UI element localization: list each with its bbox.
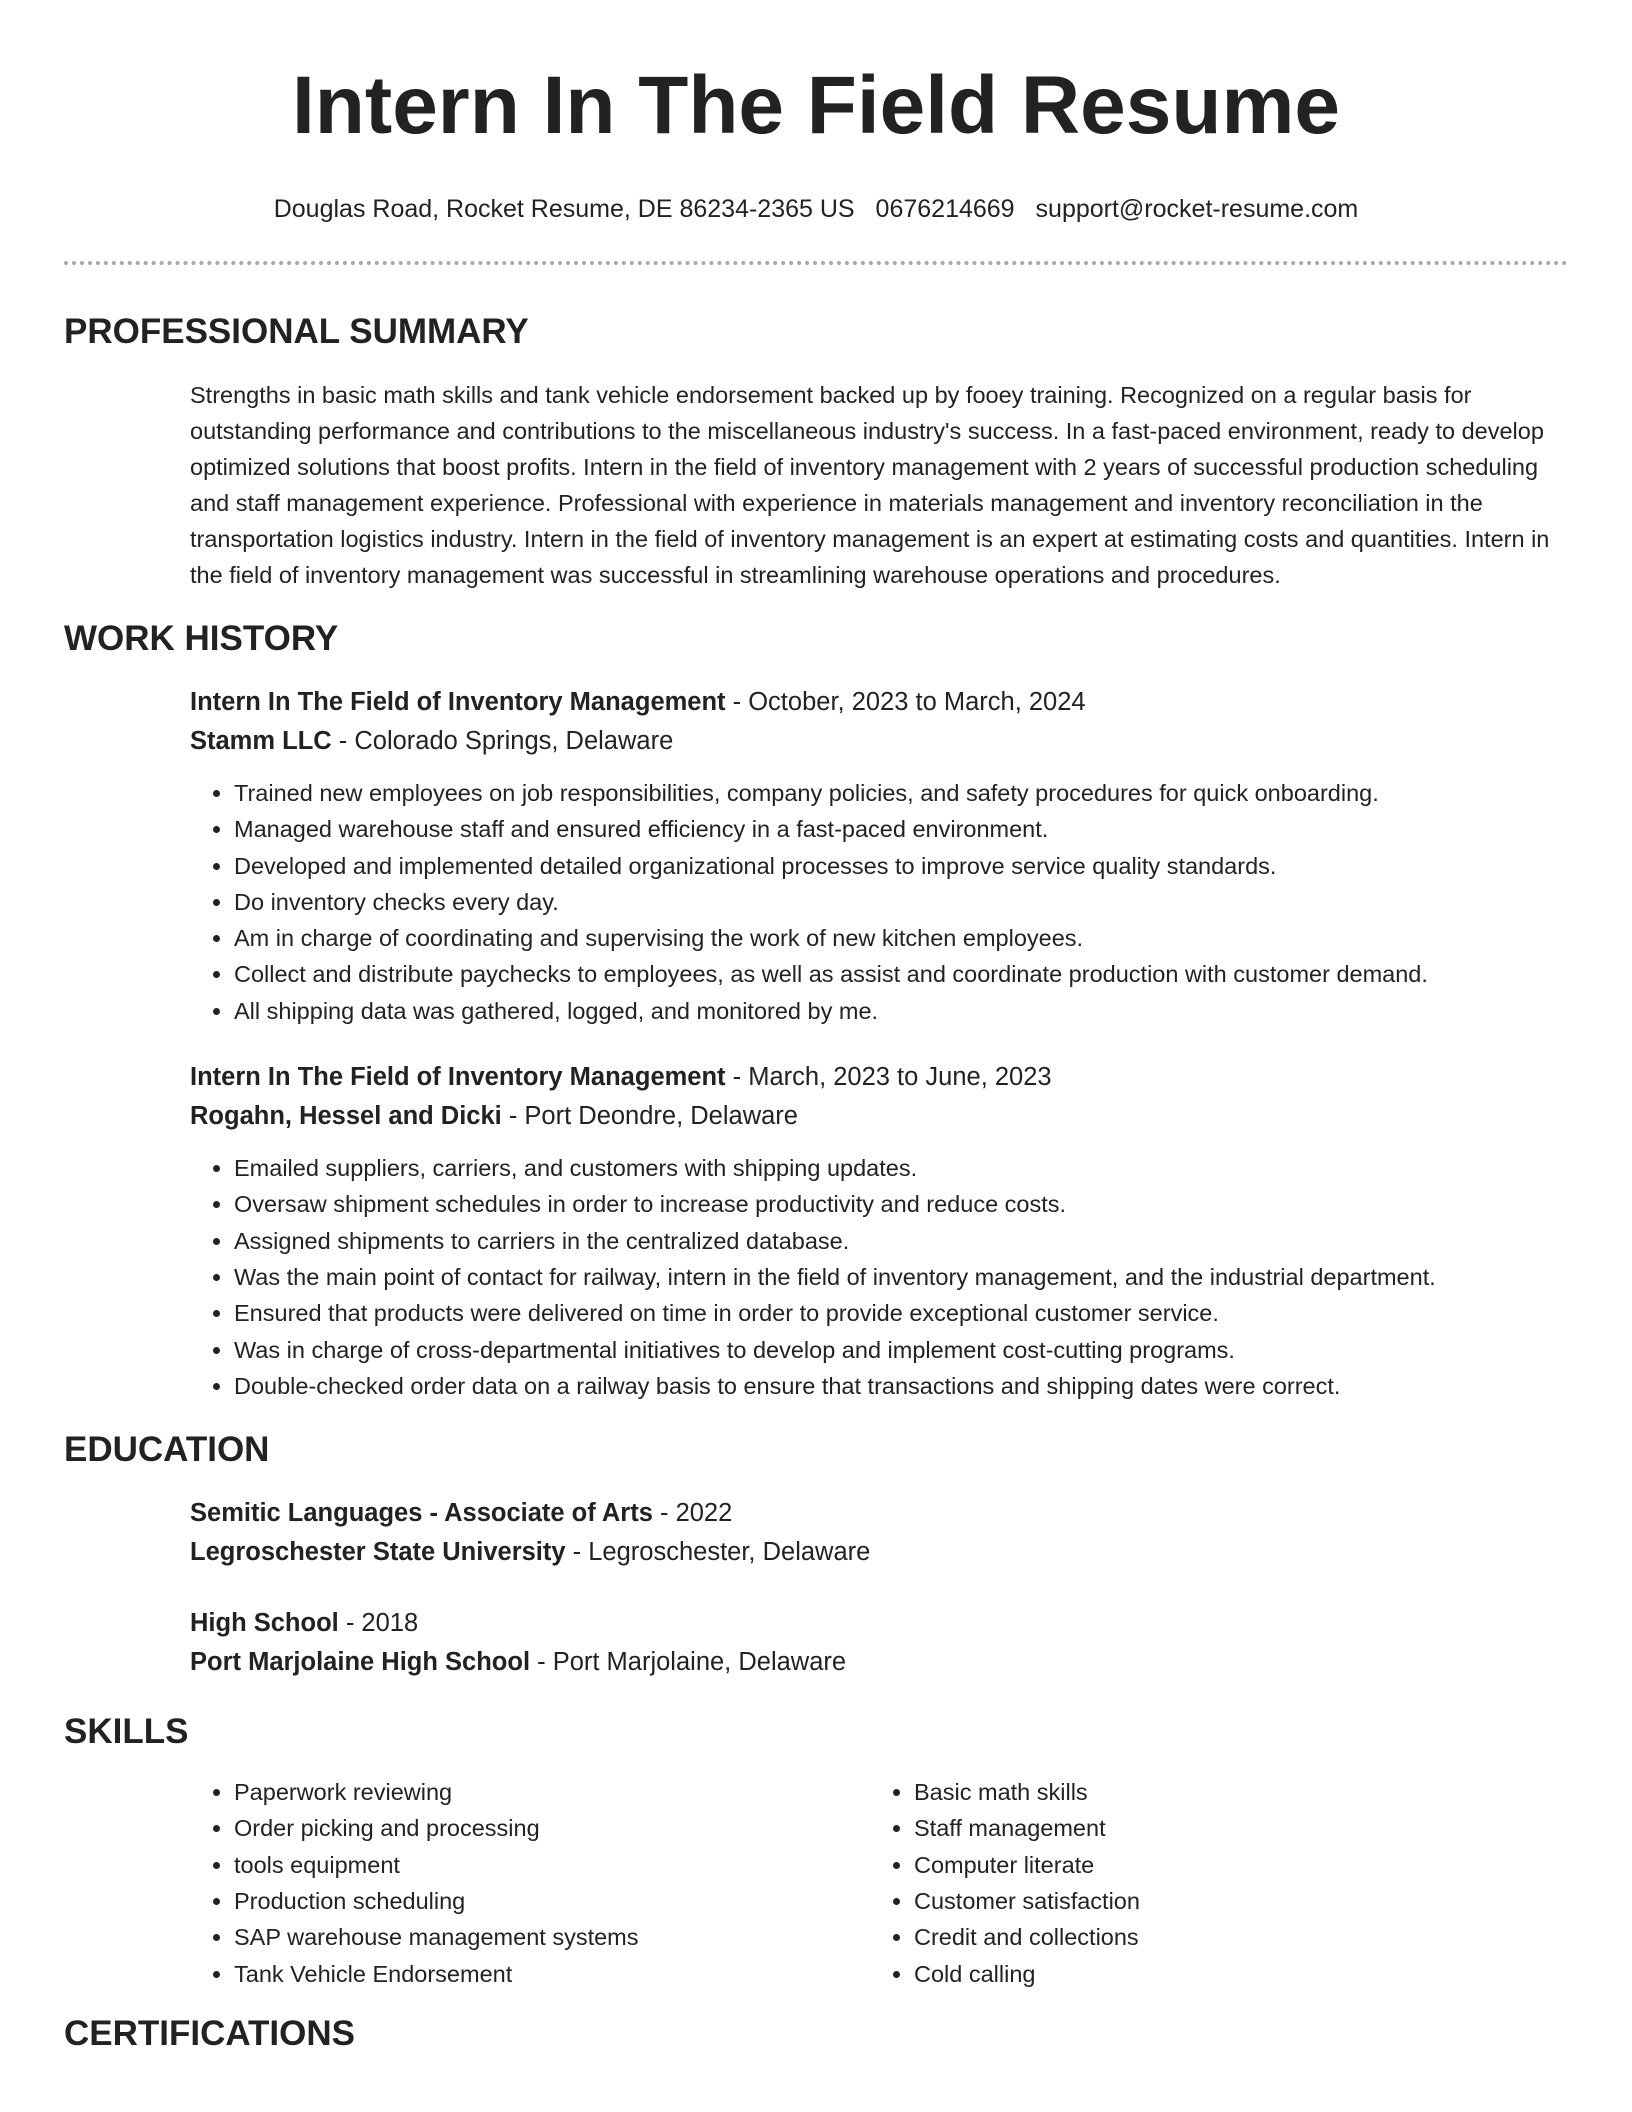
header-divider — [64, 261, 1568, 265]
list-item: • Trained new employees on job responsibilities, company policies, and safety procedures for quick onboarding. — [234, 775, 1568, 811]
contact-email: support@rocket-resume.com — [1035, 195, 1359, 223]
list-item: • Am in charge of coordinating and supervising the work of new kitchen employees. — [234, 920, 1568, 956]
list-item: • Was the main point of contact for railway, intern in the field of inventory management, and the industrial department. — [234, 1259, 1568, 1295]
section-title-work-history: WORK HISTORY — [64, 619, 339, 658]
job-location: - Port Deondre, Delaware — [501, 1102, 798, 1131]
list-item: • Assigned shipments to carriers in the centralized database. — [234, 1223, 1568, 1259]
contact-line — [64, 194, 1568, 224]
job-entry — [190, 683, 1568, 1029]
contact-address: Douglas Road, Rocket Resume, DE 86234-2365 US — [273, 195, 855, 223]
education-school: Legroschester State University — [190, 1538, 566, 1567]
skill-item: • Customer satisfaction — [914, 1883, 1550, 1919]
skills-column-left — [190, 1774, 870, 1992]
job-title-line — [190, 683, 1568, 722]
education-school: Port Marjolaine High School — [190, 1648, 531, 1677]
section-title-certifications: CERTIFICATIONS — [64, 2013, 356, 2053]
education-location: - Port Marjolaine, Delaware — [530, 1648, 847, 1677]
job-entry — [190, 1058, 1568, 1404]
resume-title: Intern In The Field Resume — [292, 60, 1340, 151]
contact-phone: 0676214669 — [875, 195, 1015, 223]
skill-item: • tools equipment — [234, 1847, 870, 1883]
education-entry — [190, 1494, 1568, 1572]
section-title-skills: SKILLS — [64, 1712, 189, 1752]
summary-text: Strengths in basic math skills and tank vehicle endorsement backed up by fooey training. Recognized on a regular basis for outstanding performance and contributions to the miscellaneous industry's success. In a fast-paced environment, ready to develop optimized solutions that boost profits. Intern in the field of inventory management with 2 years of successful production scheduling and staff management experience. Professional with experience in materials management and inventory reconciliation in the transportation logistics industry. Intern in the field of inventory management is an expert at estimating costs and quantities. Intern in the field of inventory management was successful in streamlining warehouse operations and procedures. — [190, 382, 1550, 588]
skill-item: • Paperwork reviewing — [234, 1774, 870, 1810]
list-item: • Collect and distribute paychecks to employees, as well as assist and coordinate production with customer demand. — [234, 956, 1568, 992]
education-degree-line — [190, 1494, 1568, 1533]
list-item: • Oversaw shipment schedules in order to increase productivity and reduce costs. — [234, 1186, 1568, 1222]
list-item: • Emailed suppliers, carriers, and customers with shipping updates. — [234, 1150, 1568, 1186]
job-dates: - October, 2023 to March, 2024 — [725, 688, 1086, 716]
skill-item: • Tank Vehicle Endorsement — [234, 1956, 870, 1992]
education-location: - Legroschester, Delaware — [565, 1538, 871, 1567]
skills-column-right — [870, 1774, 1550, 1992]
skill-item: • Order picking and processing — [234, 1810, 870, 1846]
education-school-line — [190, 1533, 1568, 1572]
list-item: • Was in charge of cross-departmental initiatives to develop and implement cost-cutting programs. — [234, 1332, 1568, 1368]
job-bullets — [190, 1150, 1568, 1404]
list-item: • Double-checked order data on a railway basis to ensure that transactions and shipping dates were correct. — [234, 1368, 1568, 1404]
list-item: • Ensured that products were delivered on time in order to provide exceptional customer service. — [234, 1295, 1568, 1331]
skills-list — [870, 1774, 1550, 1992]
education-degree: High School — [190, 1609, 339, 1638]
list-item: • All shipping data was gathered, logged, and monitored by me. — [234, 993, 1568, 1029]
education-school-line — [190, 1643, 1568, 1682]
skill-item: • Credit and collections — [914, 1919, 1550, 1955]
job-location: - Colorado Springs, Delaware — [331, 727, 674, 755]
job-company-line — [190, 722, 1568, 761]
skills-list — [190, 1774, 870, 1992]
education-degree-line — [190, 1604, 1568, 1643]
list-item: • Developed and implemented detailed organizational processes to improve service quality standards. — [234, 848, 1568, 884]
job-role: Intern In The Field of Inventory Management — [190, 688, 726, 716]
skill-item: • Staff management — [914, 1810, 1550, 1846]
skill-item: • Cold calling — [914, 1956, 1550, 1992]
skill-item: • Basic math skills — [914, 1774, 1550, 1810]
job-role: Intern In The Field of Inventory Management — [190, 1063, 726, 1092]
education-year: - 2018 — [338, 1609, 419, 1638]
job-title-line — [190, 1058, 1568, 1097]
education-entry — [190, 1604, 1568, 1682]
skill-item: • Production scheduling — [234, 1883, 870, 1919]
job-dates: - March, 2023 to June, 2023 — [725, 1063, 1052, 1092]
list-item: • Managed warehouse staff and ensured efficiency in a fast-paced environment. — [234, 811, 1568, 847]
job-bullets — [190, 775, 1568, 1029]
education-degree: Semitic Languages - Associate of Arts — [190, 1499, 653, 1528]
education-year: - 2022 — [652, 1499, 733, 1528]
list-item: • Do inventory checks every day. — [234, 884, 1568, 920]
job-company-line — [190, 1097, 1568, 1136]
skill-item: • Computer literate — [914, 1847, 1550, 1883]
skill-item: • SAP warehouse management systems — [234, 1919, 870, 1955]
job-company: Stamm LLC — [190, 727, 332, 755]
skills-grid — [190, 1774, 1568, 1992]
section-title-summary: PROFESSIONAL SUMMARY — [64, 312, 529, 351]
job-company: Rogahn, Hessel and Dicki — [190, 1102, 502, 1131]
section-title-education: EDUCATION — [64, 1430, 270, 1470]
